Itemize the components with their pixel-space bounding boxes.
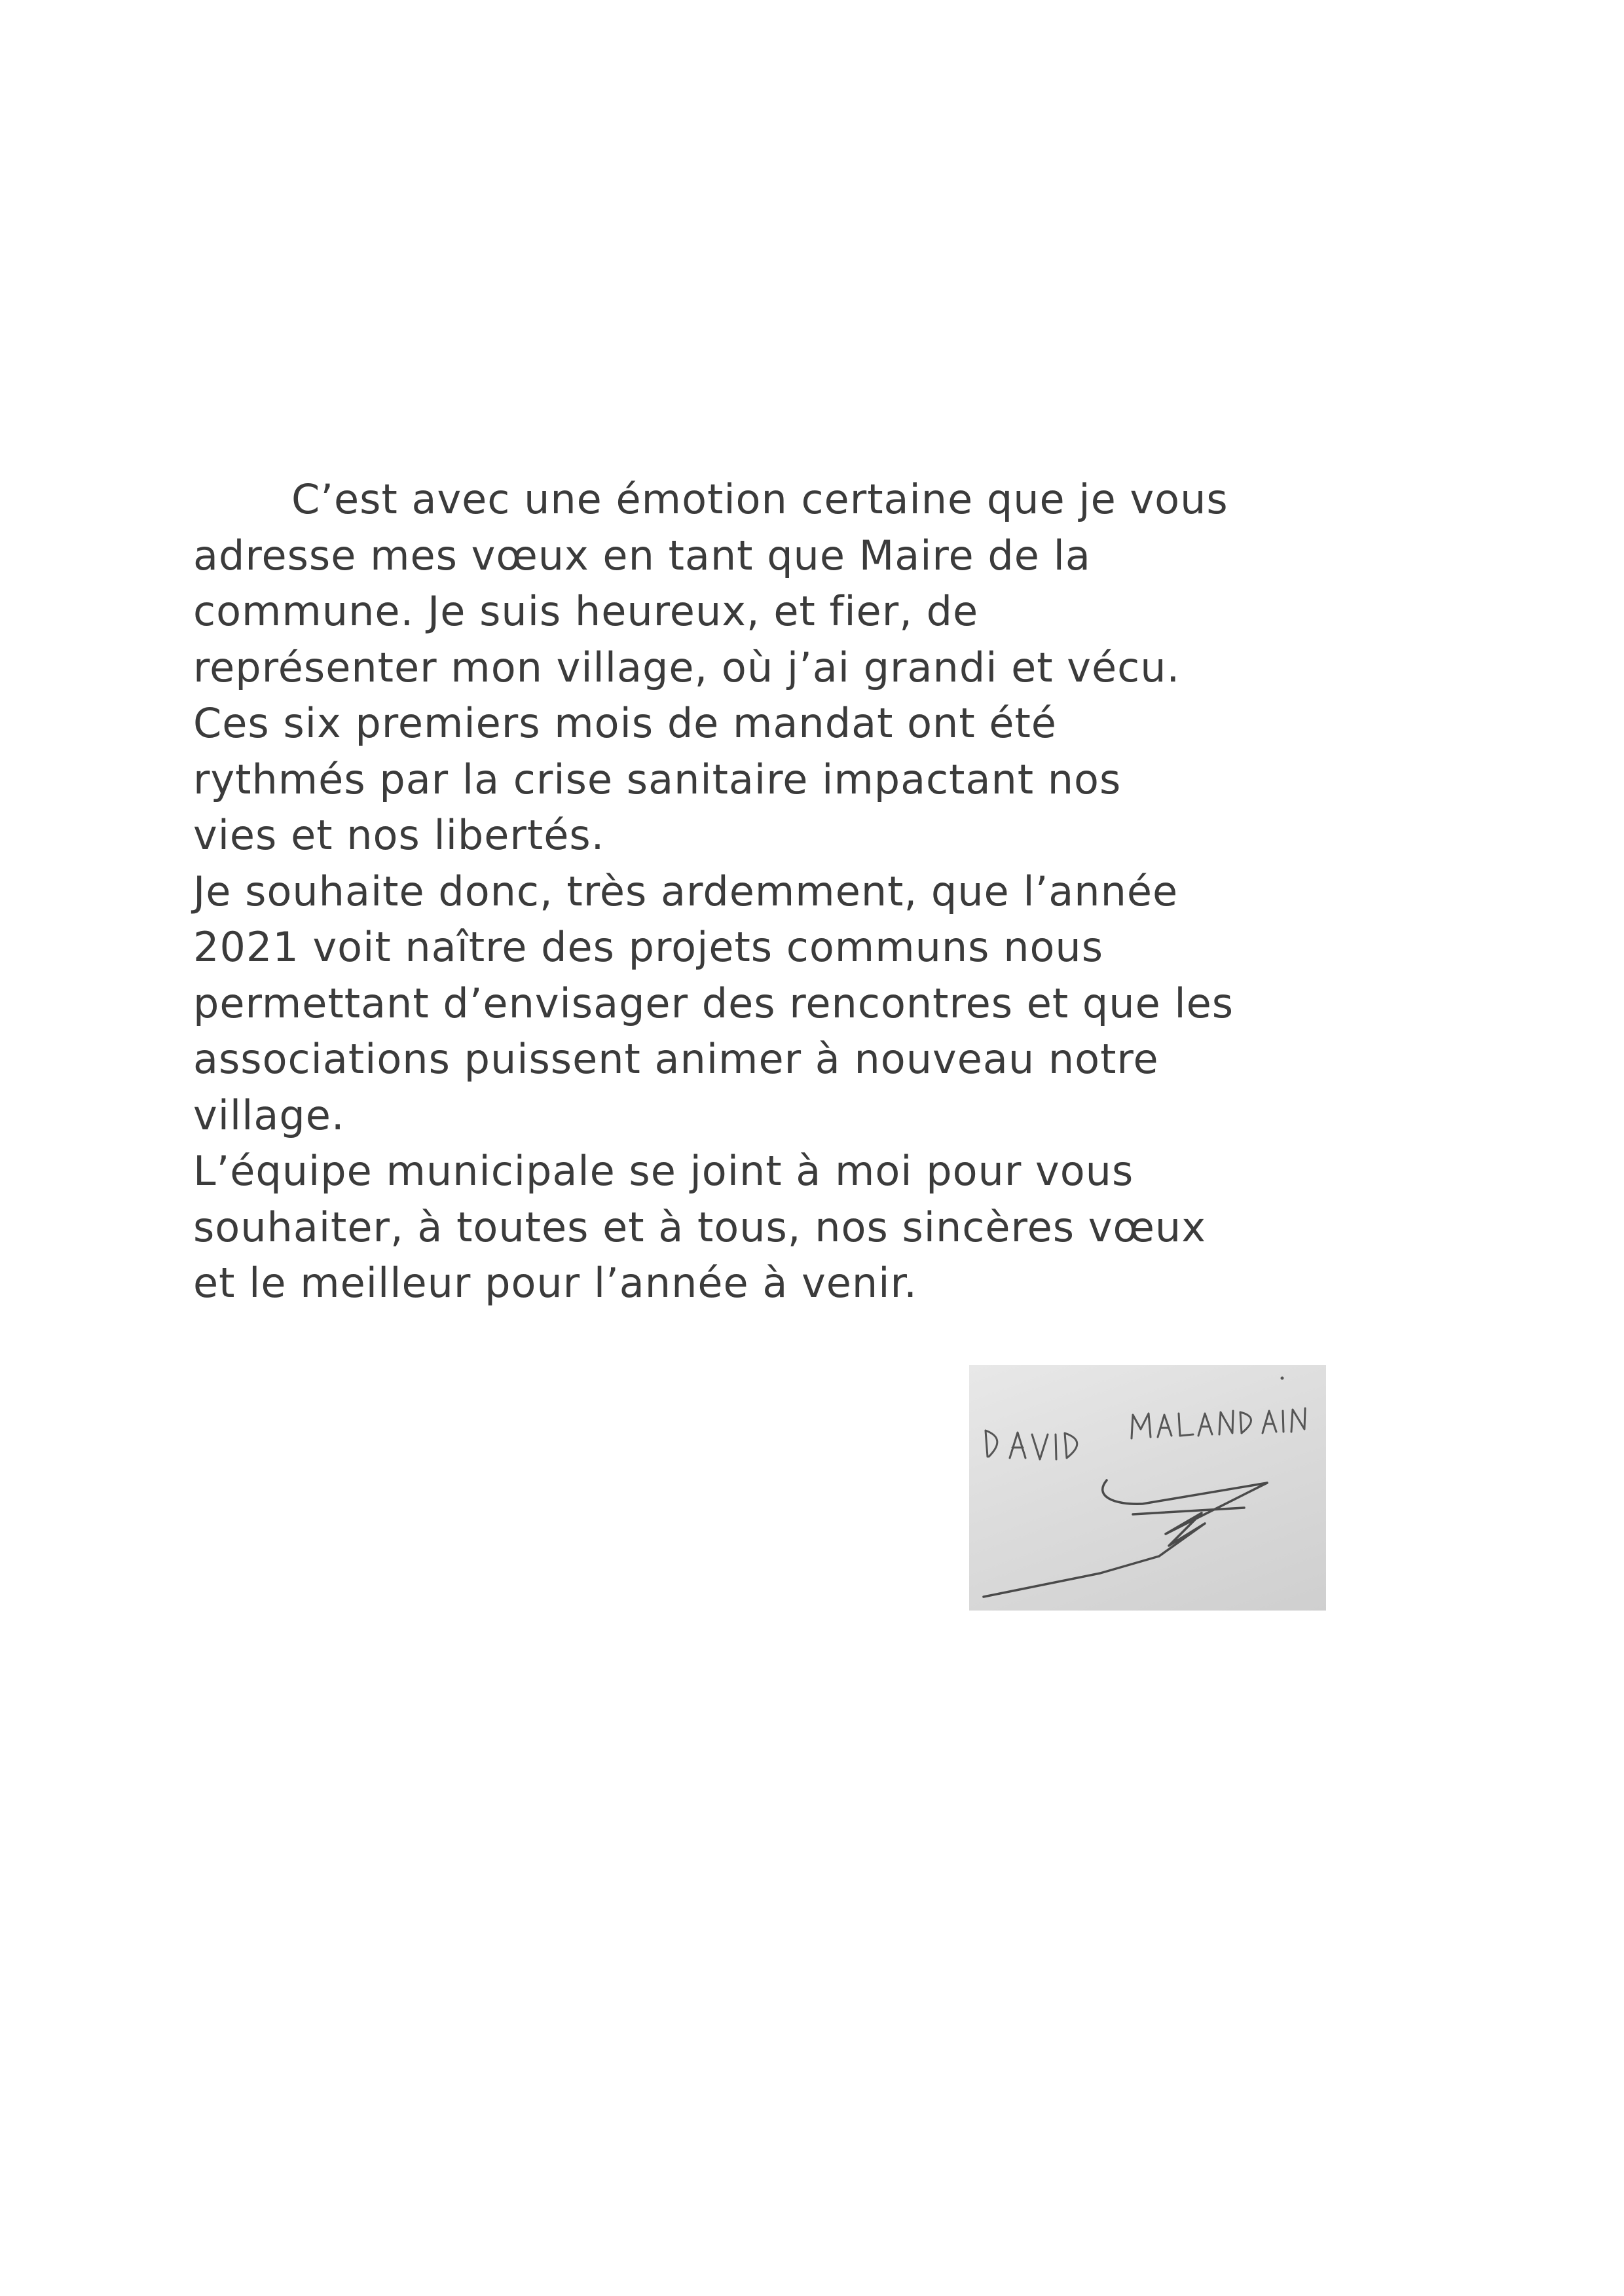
handwritten-name: [986, 1408, 1305, 1459]
letter-body: [193, 471, 1470, 1311]
signature-stroke: [984, 1480, 1267, 1597]
signature-image: [969, 1365, 1326, 1611]
letter-line: L’équipe municipale se joint à moi pour vous: [193, 1147, 1134, 1195]
letter-line: village.: [193, 1091, 345, 1139]
signature-drawing: [969, 1365, 1326, 1611]
letter-line: C’est avec une émotion certaine que je vous: [291, 475, 1228, 523]
letter-line: 2021 voit naître des projets communs nous: [193, 923, 1104, 971]
letter-line: représenter mon village, où j’ai grandi et vécu.: [193, 643, 1181, 691]
ink-dot: [1281, 1377, 1284, 1380]
letter-line: vies et nos libertés.: [193, 811, 605, 859]
letter-line: adresse mes vœux en tant que Maire de la: [193, 531, 1091, 579]
letter-line: Ces six premiers mois de mandat ont été: [193, 699, 1057, 747]
letter-line: permettant d’envisager des rencontres et que les: [193, 979, 1234, 1027]
letter-line: associations puissent animer à nouveau notre: [193, 1035, 1159, 1083]
letter-line: commune. Je suis heureux, et fier, de: [193, 587, 979, 635]
letter-line: et le meilleur pour l’année à venir.: [193, 1259, 917, 1307]
letter-line: rythmés par la crise sanitaire impactant nos: [193, 755, 1122, 803]
letter-line: Je souhaite donc, très ardemment, que l’année: [193, 867, 1179, 915]
letter-line: souhaiter, à toutes et à tous, nos sincères vœux: [193, 1203, 1206, 1251]
